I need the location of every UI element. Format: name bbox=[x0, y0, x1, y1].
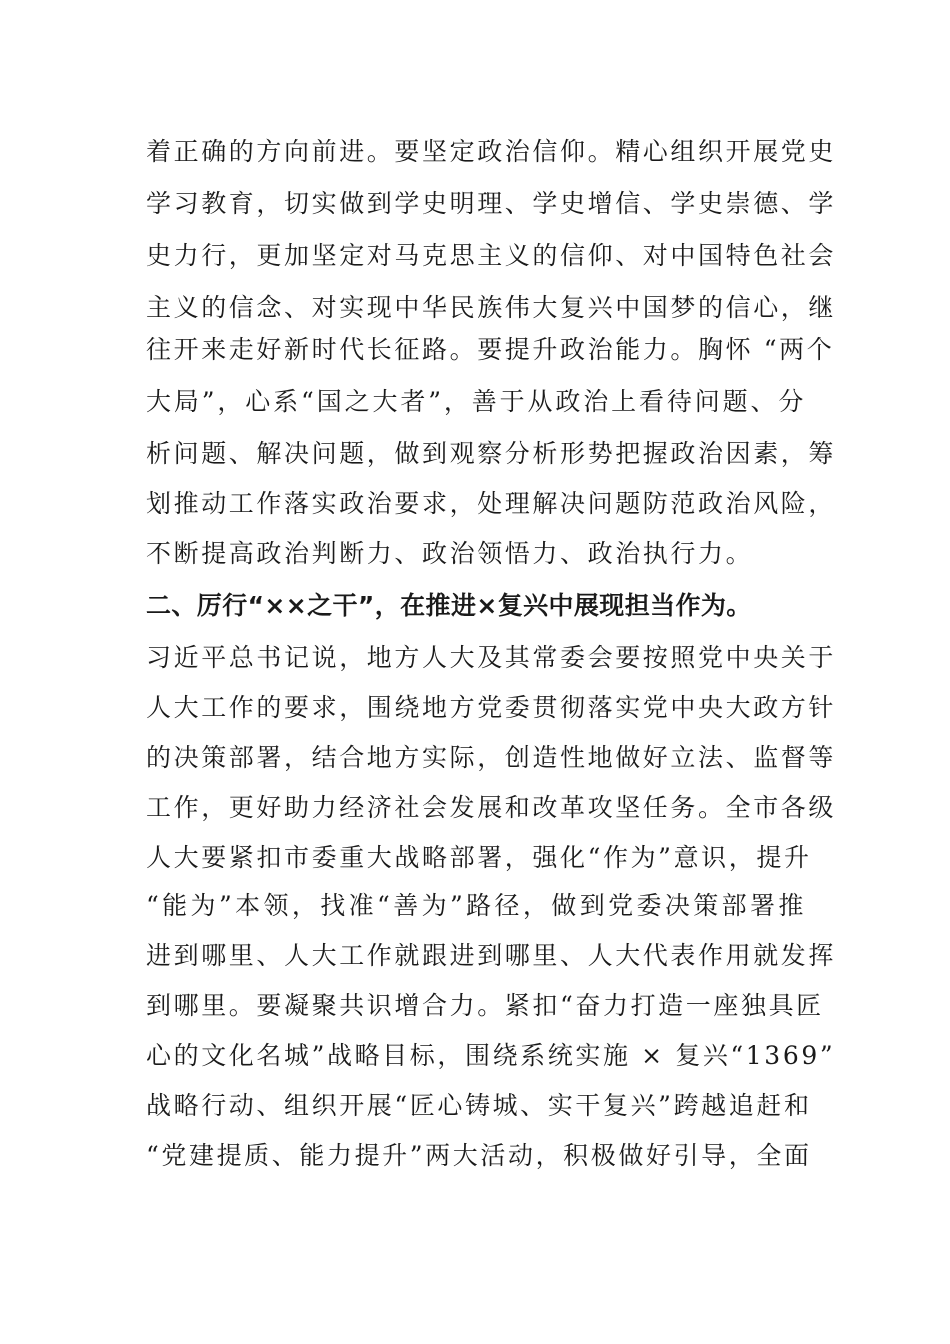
paragraph-1-line: 主义的信念、对实现中华民族伟大复兴中国梦的信心，继 bbox=[146, 293, 837, 322]
paragraph-2-line: 人大要紧扣市委重大战略部署，强化“作为”意识，提升 bbox=[146, 843, 812, 872]
paragraph-2-line: 到哪里。要凝聚共识增合力。紧扣“奋力打造一座独具匠 bbox=[146, 991, 824, 1020]
paragraph-2-line: 心的文化名城”战略目标，围绕系统实施 × 复兴“1369” bbox=[146, 1041, 836, 1070]
paragraph-1-line: 析问题、解决问题，做到观察分析形势把握政治因素，筹 bbox=[146, 439, 837, 468]
paragraph-1-line: 着正确的方向前进。要坚定政治信仰。精心组织开展党史 bbox=[146, 137, 837, 166]
paragraph-2-line: 工作，更好助力经济社会发展和改革攻坚任务。全市各级 bbox=[146, 793, 837, 822]
paragraph-2-line: “党建提质、能力提升”两大活动，积极做好引导，全面 bbox=[146, 1141, 812, 1170]
section-heading: 二、厉行“××之干”，在推进×复兴中展现担当作为。 bbox=[146, 591, 752, 620]
paragraph-2-line: 习近平总书记说，地方人大及其常委会要按照党中央关于 bbox=[146, 643, 837, 672]
paragraph-2-line: 的决策部署，结合地方实际，创造性地做好立法、监督等 bbox=[146, 743, 837, 772]
paragraph-1-line: 不断提高政治判断力、政治领悟力、政治执行力。 bbox=[146, 539, 754, 568]
paragraph-2-line: 战略行动、组织开展“匠心铸城、实干复兴”跨越追赶和 bbox=[146, 1091, 812, 1120]
paragraph-1-line: 往开来走好新时代长征路。要提升政治能力。胸怀 “两个 bbox=[146, 335, 835, 364]
paragraph-1-line: 史力行，更加坚定对马克思主义的信仰、对中国特色社会 bbox=[146, 241, 837, 270]
paragraph-1-line: 大局”，心系“国之大者”，善于从政治上看待问题、分 bbox=[146, 387, 806, 416]
paragraph-2-line: 进到哪里、人大工作就跟进到哪里、人大代表作用就发挥 bbox=[146, 941, 837, 970]
paragraph-2-line: “能为”本领，找准“善为”路径，做到党委决策部署推 bbox=[146, 891, 806, 920]
paragraph-2-line: 人大工作的要求，围绕地方党委贯彻落实党中央大政方针 bbox=[146, 693, 837, 722]
paragraph-1-line: 划推动工作落实政治要求，处理解决问题防范政治风险， bbox=[146, 489, 837, 518]
paragraph-1-line: 学习教育，切实做到学史明理、学史增信、学史崇德、学 bbox=[146, 189, 837, 218]
